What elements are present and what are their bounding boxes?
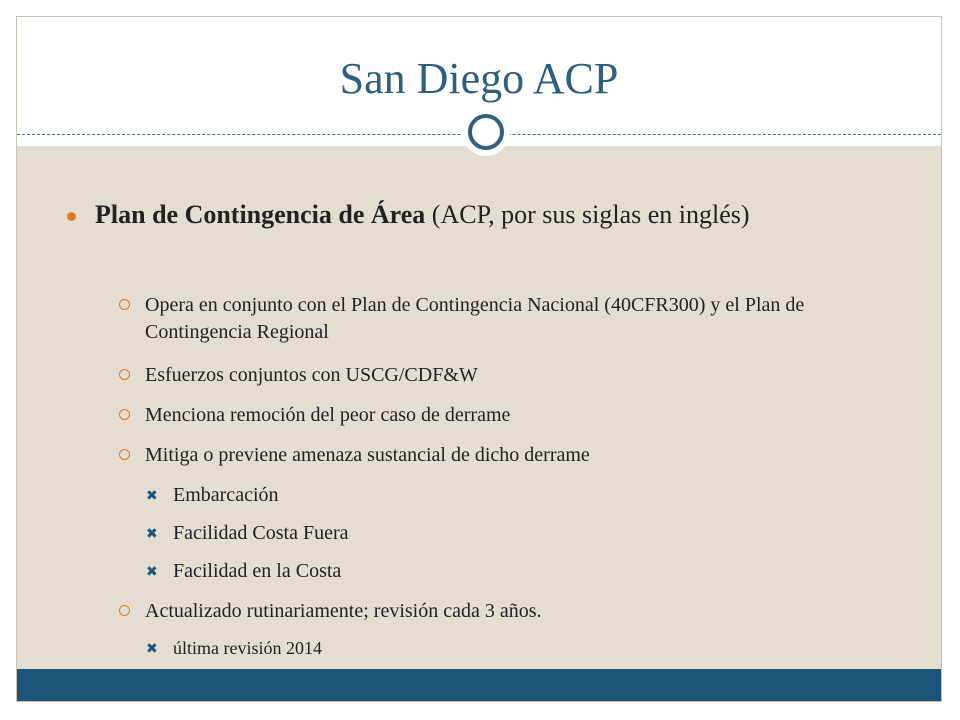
list-item-text: Menciona remoción del peor caso de derrame xyxy=(145,404,511,426)
slide-title: San Diego ACP xyxy=(339,54,619,103)
main-bullet-rest: (ACP, por sus siglas en inglés) xyxy=(425,200,750,229)
footer-bar xyxy=(17,669,941,701)
ring-bullet-icon xyxy=(119,369,130,380)
bullet-dot-icon xyxy=(67,212,76,221)
sub-list-item-text: última revisión 2014 xyxy=(173,638,322,658)
sub-list-item xyxy=(146,558,823,585)
list-item-text: Esfuerzos conjuntos con USCG/CDF&W xyxy=(145,364,478,386)
list-item xyxy=(145,402,845,429)
sub-list-item xyxy=(146,635,823,662)
list-item-text: Opera en conjunto con el Plan de Contingencia Nacional (40CFR300) y el Plan de Contingencia Regional xyxy=(145,294,805,343)
sub-list-item-text: Facilidad en la Costa xyxy=(173,560,342,582)
list-item xyxy=(145,362,845,389)
ring-bullet-icon xyxy=(119,605,130,616)
slide xyxy=(16,16,942,702)
content-area xyxy=(17,146,941,671)
x-bullet-icon: ✖ xyxy=(146,526,158,542)
x-bullet-icon: ✖ xyxy=(146,641,158,657)
list-item-text: Mitiga o previene amenaza sustancial de dicho derrame xyxy=(145,444,590,466)
x-bullet-icon: ✖ xyxy=(146,564,158,580)
x-bullet-icon: ✖ xyxy=(146,488,158,504)
ring-bullet-icon xyxy=(119,449,130,460)
ring-bullet-icon xyxy=(119,299,130,310)
sub-list-item-text: Facilidad Costa Fuera xyxy=(173,522,349,544)
sub-list-item xyxy=(146,482,823,509)
circle-ring xyxy=(468,114,504,150)
main-bullet-bold: Plan de Contingencia de Área xyxy=(95,200,426,229)
list-item xyxy=(145,292,845,346)
list-item xyxy=(145,442,845,469)
sub-list-item xyxy=(146,520,823,547)
ring-bullet-icon xyxy=(119,409,130,420)
list-item-text: Actualizado rutinariamente; revisión cada 3 años. xyxy=(145,600,542,622)
sub-list-item-text: Embarcación xyxy=(173,484,279,506)
circle-ornament-icon xyxy=(462,108,510,156)
main-bullet xyxy=(83,198,863,232)
list-item xyxy=(145,598,845,625)
